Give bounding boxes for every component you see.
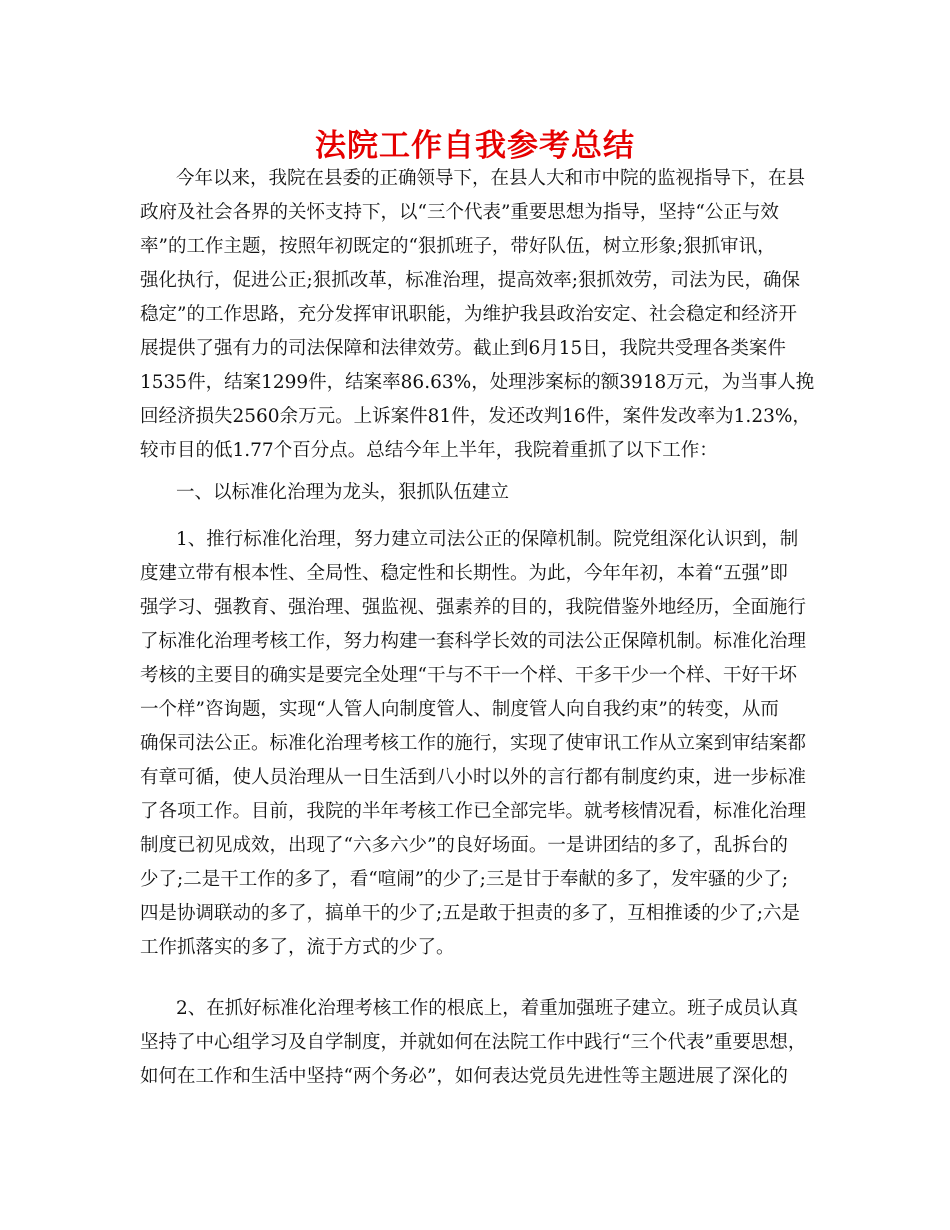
paragraph-line: 1、推行标准化治理，努力建立司法公正的保障机制。院党组深化认识到，制 [176, 529, 799, 550]
paragraph-line: 四是协调联动的多了，搞单干的少了;五是敢于担责的多了，互相推诿的少了;六是 [140, 903, 800, 924]
paragraph-line: 强学习、强教育、强治理、强监视、强素养的目的，我院借鉴外地经历，全面施行 [140, 597, 807, 618]
paragraph-line: 展提供了强有力的司法保障和法律效劳。截止到6月15日，我院共受理各类案件 [140, 338, 786, 359]
paragraph-line: 率”的工作主题，按照年初既定的“狠抓班子，带好队伍，树立形象;狠抓审讯， [140, 236, 776, 257]
paragraph-line: 稳定”的工作思路，充分发挥审讯职能，为维护我县政治安定、社会稳定和经济开 [140, 304, 797, 325]
paragraph-line: 如何在工作和生活中坚持“两个务必”，如何表达党员先进性等主题进展了深化的 [140, 1066, 788, 1087]
paragraph-line: 回经济损失2560余万元。上诉案件81件，发还改判16件，案件发改率为1.23%， [140, 406, 811, 427]
paragraph-line: 考核的主要目的确实是要完全处理“干与不干一个样、干多干少一个样、干好干坏 [140, 665, 797, 686]
paragraph-line: 了标准化治理考核工作，努力构建一套科学长效的司法公正保障机制。标准化治理 [140, 631, 807, 652]
paragraph-line: 有章可循，使人员治理从一日生活到八小时以外的言行都有制度约束，进一步标准 [140, 767, 807, 788]
document-title: 法院工作自我参考总结 [315, 128, 635, 164]
paragraph-line: 了各项工作。目前，我院的半年考核工作已全部完毕。就考核情况看，标准化治理 [140, 801, 807, 822]
paragraph-line: 坚持了中心组学习及自学制度，并就如何在法院工作中践行“三个代表”重要思想， [140, 1032, 807, 1053]
paragraph-line: 1535件，结案1299件，结案率86.63%，处理涉案标的额3918万元，为当事人挽 [140, 372, 815, 393]
paragraph-line: 制度已初见成效，出现了“六多六少”的良好场面。一是讲团结的多了，乱拆台的 [140, 835, 788, 856]
paragraph-line: 今年以来，我院在县委的正确领导下，在县人大和市中院的监视指导下，在县 [176, 168, 806, 189]
paragraph-line: 度建立带有根本性、全局性、稳定性和长期性。为此，今年年初，本着“五强”即 [140, 563, 788, 584]
paragraph-line: 工作抓落实的多了，流于方式的少了。 [140, 937, 455, 958]
section-heading: 一、以标准化治理为龙头，狠抓队伍建立 [176, 482, 510, 503]
paragraph-line: 强化执行，促进公正;狠抓改革，标准治理，提高效率;狠抓效劳，司法为民，确保 [140, 270, 800, 291]
paragraph-line: 确保司法公正。标准化治理考核工作的施行，实现了使审讯工作从立案到审结案都 [140, 733, 807, 754]
paragraph-line: 少了;二是干工作的多了，看“喧闹”的少了;三是甘于奉献的多了，发牢骚的少了; [140, 869, 789, 890]
paragraph-line: 2、在抓好标准化治理考核工作的根底上，着重加强班子建立。班子成员认真 [176, 998, 799, 1019]
paragraph-line: 较市目的低1.77个百分点。总结今年上半年，我院着重抓了以下工作： [140, 440, 718, 461]
paragraph-line: 政府及社会各界的关怀支持下，以“三个代表”重要思想为指导，坚持“公正与效 [140, 202, 779, 223]
paragraph-line: 一个样”咨询题，实现“人管人向制度管人、制度管人向自我约束”的转变，从而 [140, 699, 779, 720]
